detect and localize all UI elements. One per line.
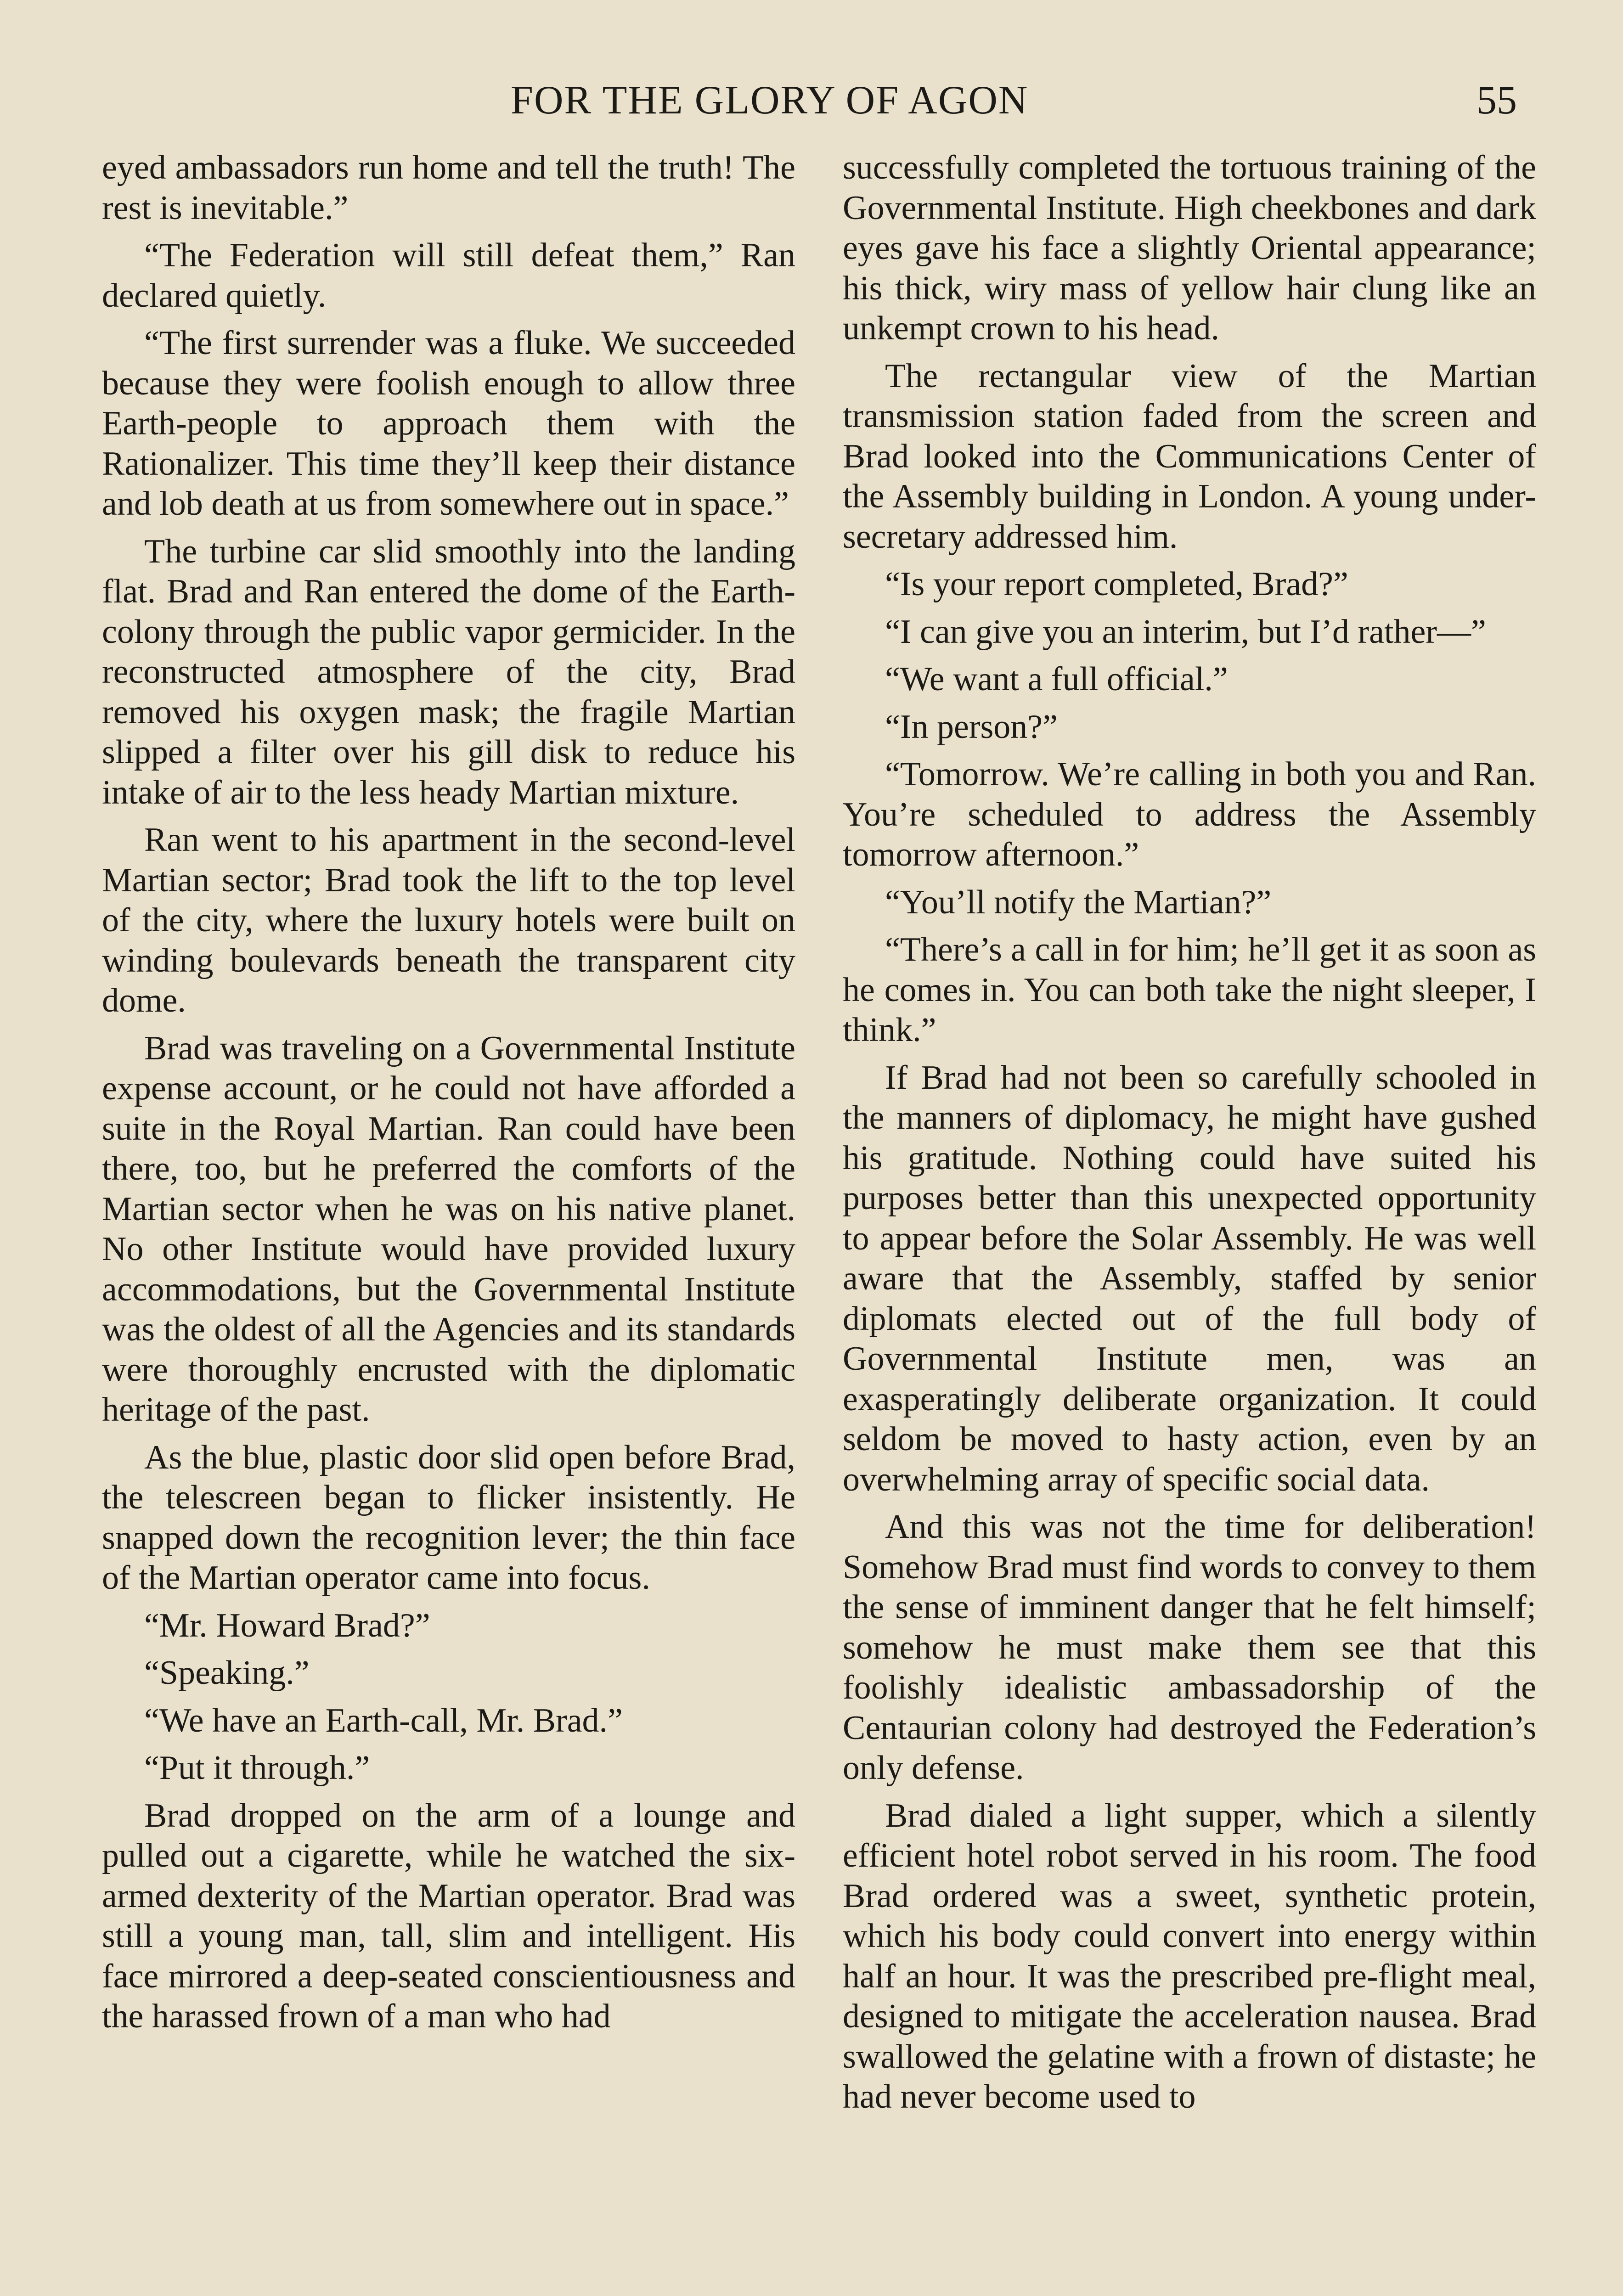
- paragraph: “We have an Earth-call, Mr. Brad.”: [144, 1701, 623, 1739]
- page-number: 55: [1476, 78, 1517, 123]
- right-column: [843, 148, 1536, 2125]
- paragraph: Brad dropped on the arm of a lounge and pulled out a cigarette, while he watched the six-armed dexterity of the Martian operator. Brad was still a young man, tall, slim and intelligent. His face mirrored a deep-seated conscientiousness and the harassed frown of a man who had: [102, 1796, 795, 2035]
- paragraph: eyed ambassadors run home and tell the truth! The rest is inevitable.”: [102, 149, 795, 227]
- paragraph: “I can give you an interim, but I’d rather—”: [885, 613, 1486, 651]
- paragraph: “Speaking.”: [144, 1654, 310, 1692]
- paragraph: “Put it through.”: [144, 1749, 370, 1787]
- running-header: [0, 77, 1623, 128]
- paragraph: Brad dialed a light supper, which a silently efficient hotel robot served in his room. The food Brad ordered was a sweet, synthetic protein, which his body could convert into energy within half an hour. It was the prescribed pre-flight meal, designed to mitigate the acceleration nausea. Brad swallowed the gelatine with a frown of distaste; he had never become used to: [843, 1796, 1536, 2116]
- paragraph: successfully completed the tortuous training of the Governmental Institute. High cheekbones and dark eyes gave his face a slightly Oriental appearance; his thick, wiry mass of yellow hair clung like an unkempt crown to his head.: [843, 149, 1536, 347]
- paragraph: “Tomorrow. We’re calling in both you and Ran. You’re scheduled to address the Assembly tomorrow afternoon.”: [843, 755, 1536, 873]
- paragraph: As the blue, plastic door slid open before Brad, the telescreen began to flicker insistently. He snapped down the recognition lever; the thin face of the Martian operator came into focus.: [102, 1438, 795, 1597]
- left-column: [102, 148, 795, 2044]
- paragraph: The rectangular view of the Martian transmission station faded from the screen and Brad looked into the Communications Center of the Assembly building in London. A young under-secretary addressed him.: [843, 357, 1536, 556]
- paragraph: Brad was traveling on a Governmental Institute expense account, or he could not have afforded a suite in the Royal Martian. Ran could have been there, too, but he preferred the comforts of the Martian sector when he was on his native planet. No other Institute would have provided luxury accommodations, but the Governmental Institute was the oldest of all the Agencies and its standards were thoroughly encrusted with the diplomatic heritage of the past.: [102, 1029, 795, 1429]
- paragraph: If Brad had not been so carefully schooled in the manners of diplomacy, he might have gushed his gratitude. Nothing could have suited his purposes better than this unexpected opportunity to appear before the Solar Assembly. He was well aware that the Assembly, staffed by senior diplomats elected out of the full body of Governmental Institute men, was an exasperatingly deliberate organization. It could seldom be moved to hasty action, even by an overwhelming array of specific social data.: [843, 1058, 1536, 1498]
- paragraph: “In person?”: [885, 708, 1058, 746]
- paragraph: “We want a full official.”: [885, 660, 1228, 698]
- paragraph: “You’ll notify the Martian?”: [885, 883, 1272, 921]
- paragraph: The turbine car slid smoothly into the landing flat. Brad and Ran entered the dome of the Earth-colony through the public vapor germicider. In the reconstructed atmosphere of the city, Brad removed his oxygen mask; the fragile Martian slipped a filter over his gill disk to reduce his intake of air to the less heady Martian mixture.: [102, 532, 795, 811]
- paragraph: “The Federation will still defeat them,” Ran declared quietly.: [102, 236, 795, 315]
- paragraph: Ran went to his apartment in the second-level Martian sector; Brad took the lift to the top level of the city, where the luxury hotels were built on winding boulevards beneath the transparent city dome.: [102, 821, 795, 1019]
- paragraph: “Mr. Howard Brad?”: [144, 1606, 430, 1644]
- paragraph: “There’s a call in for him; he’ll get it as soon as he comes in. You can both take the night sleeper, I think.”: [843, 931, 1536, 1049]
- paragraph: “The first surrender was a fluke. We succeeded because they were foolish enough to allow three Earth-people to approach them with the Rationalizer. This time they’ll keep their distance and lob death at us from somewhere out in space.”: [102, 324, 795, 523]
- paragraph: “Is your report completed, Brad?”: [885, 565, 1348, 603]
- paragraph: And this was not the time for deliberation! Somehow Brad must find words to convey to them the sense of imminent danger that he felt himself; somehow he must make them see that this foolishly idealistic ambassadorship of the Centaurian colony had destroyed the Federation’s only defense.: [843, 1508, 1536, 1787]
- running-title: FOR THE GLORY OF AGON: [511, 78, 1029, 123]
